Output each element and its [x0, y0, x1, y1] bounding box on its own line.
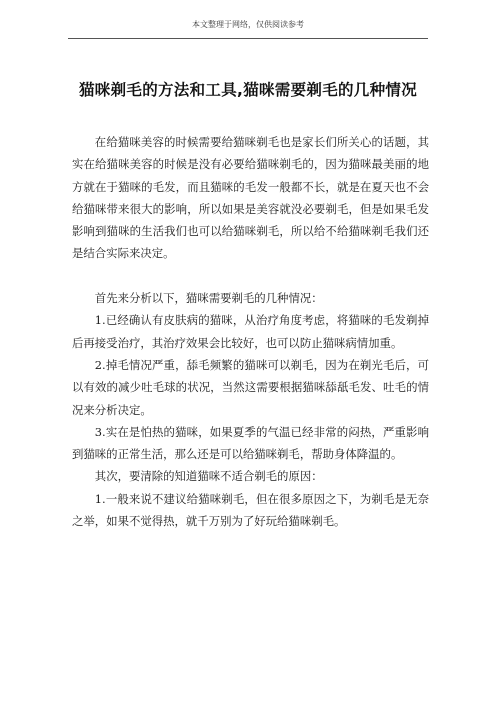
paragraph-case-2: 2.掉毛情况严重，舔毛频繁的猫咪可以剃毛，因为在剃光毛后，可以有效的减少吐毛球的状况，当然这需要根据猫咪舔舐毛发、吐毛的情况来分析决定。 — [72, 357, 429, 417]
page-header-note: 本文整理于网络，仅供阅读参考 — [68, 12, 428, 39]
paragraph-reasons-heading: 其次，要清除的知道猫咪不适合剃毛的原因： — [94, 469, 323, 484]
paragraph-reason-1: 1.一般来说不建议给猫咪剃毛，但在很多原因之下，为剃毛是无奈之举，如果不觉得热，就千万别为了好玩给猫咪剃毛。 — [72, 491, 429, 529]
paragraph-intro: 在给猫咪美容的时候需要给猫咪剃毛也是家长们所关心的话题，其实在给猫咪美容的时候是没有必要给猫咪剃毛的，因为猫咪最美丽的地方就在于猫咪的毛发，而且猫咪的毛发一般都不长，就是在夏天也不会给猫咪带来很大的影响，所以如果是美容就没必要剃毛，但是如果毛发影响到猫咪的生活我们也可以给猫咪剃毛，所以给不给猫咪剃毛我们还是结合实际来决定。 — [72, 135, 429, 261]
paragraph-case-3: 3.实在是怕热的猫咪，如果夏季的气温已经非常的闷热，严重影响到猫咪的正常生活，那么还是可以给猫咪剃毛，帮助身体降温的。 — [72, 424, 429, 462]
paragraph-cases-heading: 首先来分析以下，猫咪需要剃毛的几种情况： — [94, 291, 323, 306]
document-title: 猫咪剃毛的方法和工具,猫咪需要剃毛的几种情况 — [79, 81, 417, 99]
paragraph-case-1: 1.已经确认有皮肤病的猫咪，从治疗角度考虑，将猫咪的毛发剃掉后再接受治疗，其治疗效果会比较好，也可以防止猫咪病情加重。 — [72, 313, 429, 350]
document-body — [72, 131, 429, 532]
